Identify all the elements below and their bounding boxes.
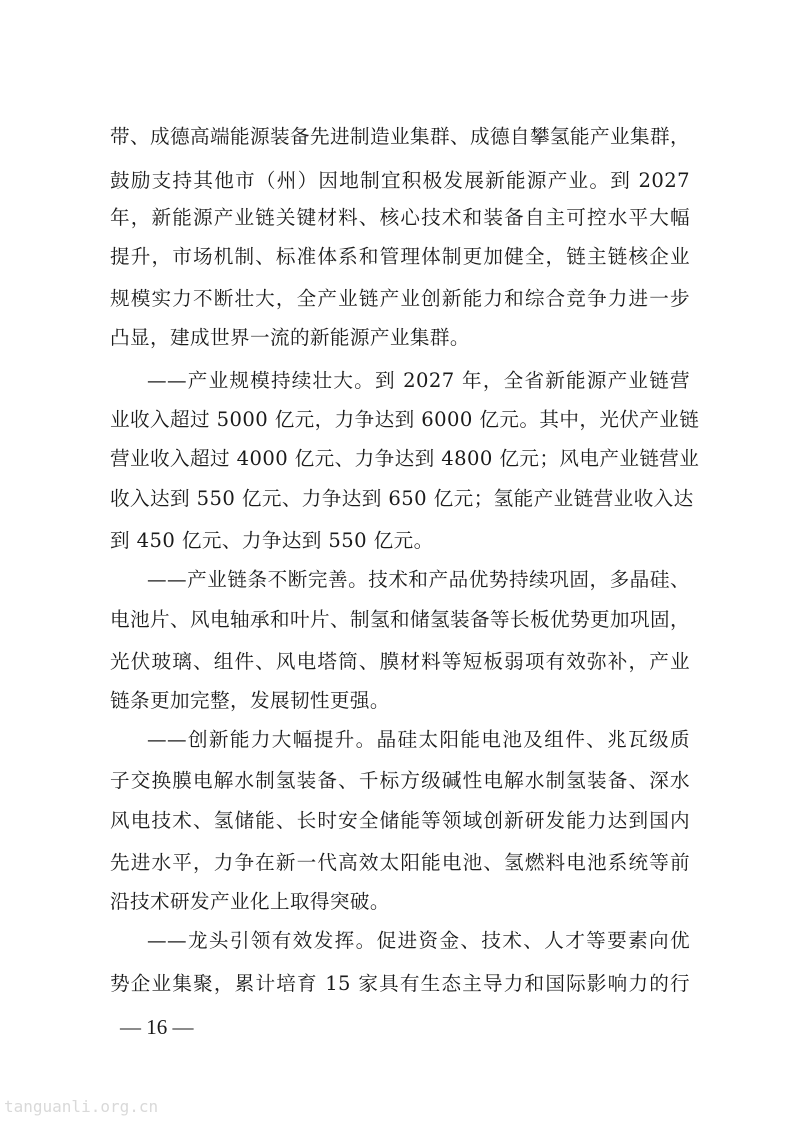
section-lead-line: ——产业链条不断完善。技术和产品优势持续巩固，多晶硅、 (147, 568, 690, 591)
body-text-line: 鼓励支持其他市（州）因地制宜积极发展新能源产业。到 2027 (110, 169, 690, 192)
body-text-line: 子交换膜电解水制氢装备、千标方级碱性电解水制氢装备、深水 (110, 769, 690, 792)
body-text-line: 链条更加完整，发展韧性更强。 (110, 689, 390, 712)
body-text-line: 年，新能源产业链关键材料、核心技术和装备自主可控水平大幅 (110, 206, 690, 229)
body-text-line: 到 450 亿元、力争达到 550 亿元。 (110, 529, 434, 552)
page-number: — 16 — (120, 1015, 194, 1039)
section-lead-line: ——龙头引领有效发挥。促进资金、技术、人才等要素向优 (147, 929, 690, 952)
section-lead-line: ——产业规模持续壮大。到 2027 年，全省新能源产业链营 (147, 369, 690, 392)
body-text-line: 光伏玻璃、组件、风电塔筒、膜材料等短板弱项有效弥补，产业 (110, 650, 690, 673)
body-text-line: 收入达到 550 亿元、力争达到 650 亿元；氢能产业链营业收入达 (110, 487, 694, 510)
body-text-line: 业收入超过 5000 亿元，力争达到 6000 亿元。其中，光伏产业链 (110, 408, 700, 431)
watermark: tanguanli.org.cn (4, 1097, 159, 1116)
body-text-line: 沿技术研发产业化上取得突破。 (110, 890, 390, 913)
body-text-line: 营业收入超过 4000 亿元、力争达到 4800 亿元；风电产业链营业 (110, 447, 700, 470)
body-text-line: 规模实力不断壮大，全产业链产业创新能力和综合竞争力进一步 (110, 287, 690, 310)
body-text-line: 凸显，建成世界一流的新能源产业集群。 (110, 326, 470, 349)
body-text-line: 提升，市场机制、标准体系和管理体制更加健全，链主链核企业 (110, 245, 690, 268)
body-text-line: 电池片、风电轴承和叶片、制氢和储氢装备等长板优势更加巩固， (110, 608, 690, 631)
body-text-line: 先进水平，力争在新一代高效太阳能电池、氢燃料电池系统等前 (110, 851, 690, 874)
body-text-line: 风电技术、氢储能、长时安全储能等领域创新研发能力达到国内 (110, 809, 690, 832)
section-lead-line: ——创新能力大幅提升。晶硅太阳能电池及组件、兆瓦级质 (147, 728, 690, 751)
body-text-line: 带、成德高端能源装备先进制造业集群、成德自攀氢能产业集群， (110, 125, 690, 148)
body-text-line: 势企业集聚，累计培育 15 家具有生态主导力和国际影响力的行 (110, 972, 690, 995)
